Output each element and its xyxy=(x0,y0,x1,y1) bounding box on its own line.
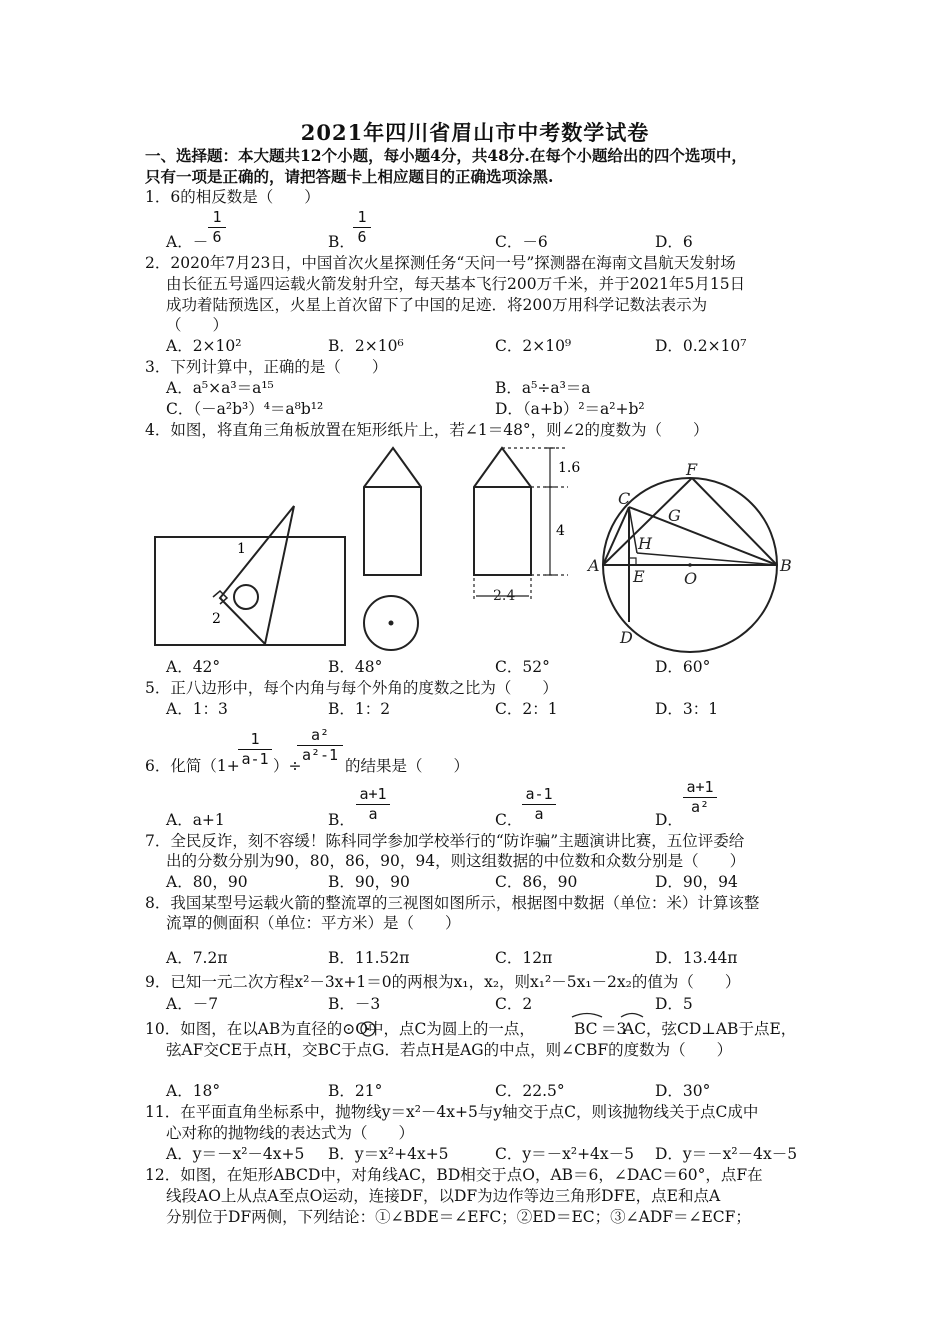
angle-1-label: 1 xyxy=(237,541,246,557)
segment-hb xyxy=(637,553,777,565)
q9-option-a: A．－7 xyxy=(166,995,219,1013)
q4-option-b: B．48° xyxy=(328,658,383,676)
right-angle-e xyxy=(629,558,636,565)
q10-equals: ＝3 xyxy=(601,1020,627,1038)
side-view xyxy=(474,448,531,575)
q1-option-c: C．－6 xyxy=(495,233,548,251)
q10-line2: 弦AF交CE于点H，交BC于点G．若点H是AG的中点，则∠CBF的度数为（ ） xyxy=(166,1041,733,1059)
q6-option-d: D． xyxy=(655,811,683,829)
q7-option-a: A．80，90 xyxy=(166,873,248,891)
q10-option-b: B．21° xyxy=(328,1082,383,1100)
q9-option-b: B．－3 xyxy=(328,995,381,1013)
q2-line1: 2．2020年7月23日，中国首次火星探测任务“天问一号”探测器在海南文昌航天发射场 xyxy=(145,254,736,272)
q2-line4: （ ） xyxy=(166,316,229,334)
q3-option-a: A．a⁵×a³＝a¹⁵ xyxy=(166,379,274,397)
q6-fraction-2: a² a²-1 xyxy=(297,727,343,764)
q4-figure xyxy=(155,506,345,645)
q10-option-c: C．22.5° xyxy=(495,1082,565,1100)
q2-line3: 成功着陆预选区，火星上首次留下了中国的足迹．将200万用科学记数法表示为 xyxy=(166,296,708,314)
q10-option-d: D．30° xyxy=(655,1082,711,1100)
q3-option-b: B．a⁵÷a³＝a xyxy=(495,379,591,397)
q10-arc-marks xyxy=(572,1014,643,1018)
point-h-label: H xyxy=(638,534,652,553)
q9-option-c: C．2 xyxy=(495,995,533,1013)
q8-option-a: A．7.2π xyxy=(166,949,228,967)
triangle-ruler xyxy=(220,506,294,644)
ruler-hole xyxy=(234,585,258,609)
q11-line2: 心对称的抛物线的表达式为（ ） xyxy=(166,1124,415,1142)
q7-option-d: D．90，94 xyxy=(655,873,738,891)
q10-arc-ac: AC xyxy=(623,1020,647,1038)
q8-figure xyxy=(364,448,531,650)
center-o-dot xyxy=(688,563,692,567)
q11-line1: 11．在平面直角坐标系中，抛物线y＝x²－4x+5与y轴交于点C，则该抛物线关于点C成中 xyxy=(145,1103,759,1121)
point-g-label: G xyxy=(668,506,681,525)
q6-fraction-1: 1 a-1 xyxy=(238,731,272,768)
q11-option-b: B．y＝x²+4x+5 xyxy=(328,1145,449,1163)
q6-option-c: C． xyxy=(495,811,523,829)
section-heading-line2: 只有一项是正确的，请把答题卡上相应题目的正确选项涂黑. xyxy=(145,167,554,186)
q5-option-c: C．2：1 xyxy=(495,700,558,718)
q1-stem: 1．6的相反数是（ ） xyxy=(145,188,320,206)
q1-option-b: B． xyxy=(328,233,355,251)
front-view xyxy=(364,448,421,575)
q12-line2: 线段AO上从点A至点O运动，连接DF，以DF为边作等边三角形DFE，点E和点A xyxy=(166,1187,721,1205)
chord-ac xyxy=(603,507,629,565)
q1-option-d: D．6 xyxy=(655,233,693,251)
q2-line2: 由长征五号遥四运载火箭发射升空，每天基本飞行200万千米，并于2021年5月15日 xyxy=(166,275,746,293)
point-f-label: F xyxy=(686,460,698,479)
q10-line1-a: 10．如图，在以AB为直径的⊙O中，点C为圆上的一点， xyxy=(145,1020,535,1038)
q1-option-a: A．－ xyxy=(166,233,209,251)
q6-stem-pre: 6．化简（1+ xyxy=(145,757,240,775)
q6-d-fraction: a+1 a² xyxy=(683,779,717,816)
q7-line2: 出的分数分别为90，80，86，90，94，则这组数据的中位数和众数分别是（ ） xyxy=(166,852,746,870)
q9-option-d: D．5 xyxy=(655,995,693,1013)
q4-option-d: D．60° xyxy=(655,658,711,676)
q1-a-fraction: 1 6 xyxy=(208,209,226,246)
q6-option-a: A．a+1 xyxy=(166,811,225,829)
q10-arc-bc: BC xyxy=(574,1020,598,1038)
q10-line1-b: ，弦CD⊥AB于点E， xyxy=(646,1020,797,1038)
point-c-label: C xyxy=(618,489,631,508)
dim-1-6-label: 1.6 xyxy=(558,460,581,476)
q4-option-c: C．52° xyxy=(495,658,550,676)
q12-line1: 12．如图，在矩形ABCD中，对角线AC，BD相交于点O，AB＝6，∠DAC＝60°，点F在 xyxy=(145,1166,763,1184)
dim-2-4-label: 2.4 xyxy=(493,588,516,604)
q6-stem-mid: ）÷ xyxy=(273,757,302,775)
point-a-label: A xyxy=(588,556,600,575)
q8-line2: 流罩的侧面积（单位：平方米）是（ ） xyxy=(166,914,461,932)
angle-2-label: 2 xyxy=(212,611,221,627)
q1-b-fraction: 1 6 xyxy=(353,209,371,246)
q6-option-b: B． xyxy=(328,811,355,829)
q9-stem: 9．已知一元二次方程x²－3x+1＝0的两根为x₁，x₂，则x₁²－5x₁－2x₂的值为（ ） xyxy=(145,973,741,991)
q7-option-c: C．86，90 xyxy=(495,873,578,891)
q6-stem-post: 的结果是（ ） xyxy=(345,757,470,775)
q7-option-b: B．90，90 xyxy=(328,873,410,891)
q4-stem: 4．如图，将直角三角板放置在矩形纸片上，若∠1＝48°，则∠2的度数为（ ） xyxy=(145,421,709,439)
q8-line1: 8．我国某型号运载火箭的整流罩的三视图如图所示，根据图中数据（单位：米）计算该整 xyxy=(145,894,760,912)
q11-option-a: A．y＝－x²－4x+5 xyxy=(166,1145,305,1163)
q3-option-d: D．（a+b）²＝a²+b² xyxy=(495,400,645,418)
q8-option-c: C．12π xyxy=(495,949,553,967)
q7-line1: 7．全民反诈，刻不容缓！陈科同学参加学校举行的“防诈骗”主题演讲比赛，五位评委给 xyxy=(145,832,745,850)
q6-b-fraction: a+1 a xyxy=(356,786,390,823)
q8-option-d: D．13.44π xyxy=(655,949,738,967)
q4-option-a: A．42° xyxy=(166,658,221,676)
q5-option-b: B．1：2 xyxy=(328,700,391,718)
q2-option-c: C．2×10⁹ xyxy=(495,337,572,355)
q8-option-b: B．11.52π xyxy=(328,949,410,967)
q10-option-a: A．18° xyxy=(166,1082,221,1100)
q5-option-a: A．1：3 xyxy=(166,700,228,718)
q2-option-d: D．0.2×10⁷ xyxy=(655,337,747,355)
q6-c-fraction: a-1 a xyxy=(522,786,556,823)
q11-option-c: C．y＝－x²+4x－5 xyxy=(495,1145,635,1163)
q11-option-d: D．y＝－x²－4x－5 xyxy=(655,1145,798,1163)
point-e-label: E xyxy=(633,567,645,586)
q2-option-a: A．2×10² xyxy=(166,337,242,355)
q12-line3: 分别位于DF两侧，下列结论：①∠BDE＝∠EFC；②ED＝EC；③∠ADF＝∠ECF； xyxy=(166,1208,751,1226)
dimension-lines xyxy=(476,448,555,596)
dimension-extensions xyxy=(474,448,568,601)
segment-ch xyxy=(629,507,637,553)
top-view-center xyxy=(390,622,393,625)
q3-stem: 3．下列计算中，正确的是（ ） xyxy=(145,358,388,376)
page-title: 2021年四川省眉山市中考数学试卷 xyxy=(300,120,650,145)
point-b-label: B xyxy=(780,556,792,575)
q2-option-b: B．2×10⁶ xyxy=(328,337,404,355)
q5-stem: 5．正八边形中，每个内角与每个外角的度数之比为（ ） xyxy=(145,679,558,697)
q5-option-d: D．3：1 xyxy=(655,700,719,718)
q3-option-c: C．（－a²b³）⁴＝a⁸b¹² xyxy=(166,400,324,418)
section-heading-line1: 一、选择题：本大题共12个小题，每小题4分，共48分.在每个小题给出的四个选项中， xyxy=(145,146,747,165)
dim-4-label: 4 xyxy=(556,523,565,539)
point-o-label: O xyxy=(684,569,698,588)
point-d-label: D xyxy=(620,628,633,647)
